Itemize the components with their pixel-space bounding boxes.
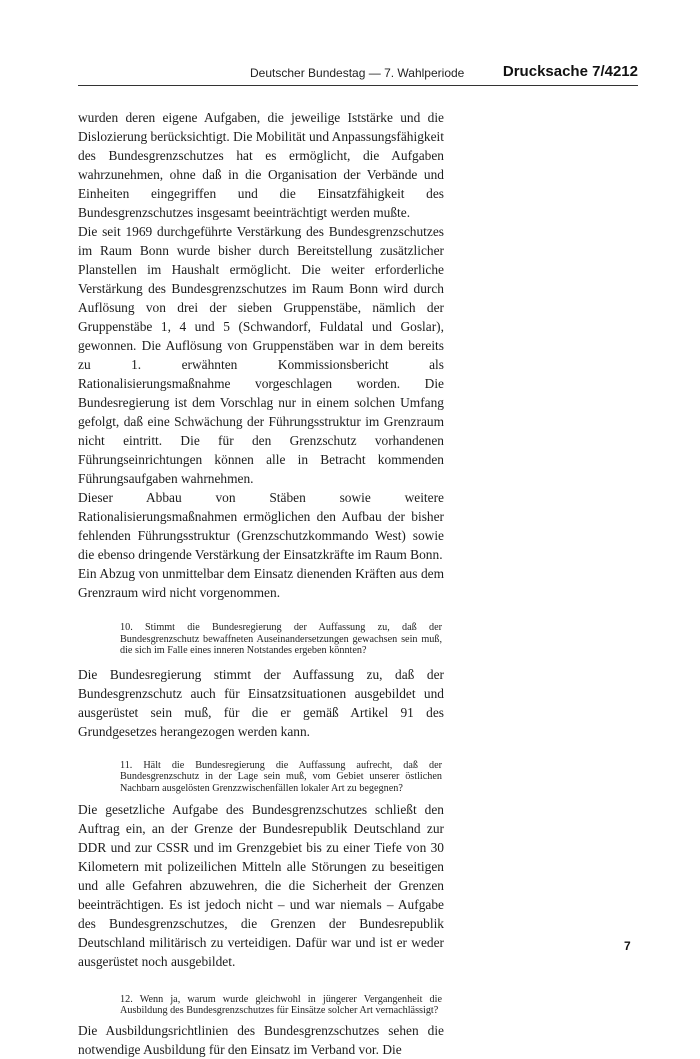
body-text [78,108,444,1059]
answer-11: Die gesetzliche Aufgabe des Bundesgrenzschutzes schließt den Auftrag ein, an der Grenze der Bundesrepublik Deutschland zur DDR und zur CSSR und im Grenzgebiet bis zu einer Tiefe von 30 Kilometern mit polizeilichen Mitteln alle Störungen zu beseitigen und alle Gefahren abzuwehren, die die Sicherheit der Grenzen beeinträchtigen. Es ist jedoch nicht – und war niemals – Aufgabe des Bundesgrenzschutzes, die Grenzen der Bundesrepublik Deutschland militärisch zu verteidigen. Dafür war und ist er weder ausgerüstet noch ausgebildet. [78,801,444,969]
paragraph-1: wurden deren eigene Aufgaben, die jeweilige Iststärke und die Dislozierung berücksichtigt. Die Mobilität und Anpassungsfähigkeit des Bundesgrenzschutzes hat es ermöglicht, die Aufgaben wahrzunehmen, ohne daß in die Organisation der Verbände und Einheiten eingegriffen und die Einsatzfähigkeit des Bundesgrenzschutzes insgesamt beeinträchtigt werden mußte. [78,110,444,220]
question-11: 11. Hält die Bundesregierung die Auffassung aufrecht, daß der Bundesgrenzschutz in der Lage sein muß, vom Gebiet unserer östlichen Nachbarn ausgelösten Grenzzwischenfällen lokaler Art zu begegnen? [120,759,442,794]
paragraph-3: Dieser Abbau von Stäben sowie weitere Rationalisierungsmaßnahmen ermöglichen den Aufbau der bisher fehlenden Führungsstruktur (Grenzschutzkommando West) sowie die ebenso dringende Verstärkung der Einsatzkräfte im Raum Bonn. [78,490,444,562]
answer-12: Die Ausbildungsrichtlinien des Bundesgrenzschutzes sehen die notwendige Ausbildung für den Einsatz im Verband vor. Die [78,1022,444,1057]
header-drucksache: Drucksache 7/4212 [502,63,638,80]
page-header [78,64,638,84]
paragraph-4: Ein Abzug von unmittelbar dem Einsatz dienenden Kräften aus dem Grenzraum wird nicht vorgenommen. [78,566,444,600]
page-number: 7 [624,939,631,953]
question-10: 10. Stimmt die Bundesregierung der Auffassung zu, daß der Bundesgrenzschutz bewaffneten Auseinandersetzungen gewachsen sein muß, die sich im Falle eines inneren Notstandes ergeben könnten? [120,622,442,657]
question-12: 12. Wenn ja, warum wurde gleichwohl in jüngerer Vergangenheit die Ausbildung des Bundesgrenzschutzes für Einsätze solcher Art vernachlässigt? [120,993,442,1017]
answer-10: Die Bundesregierung stimmt der Auffassung zu, daß der Bundesgrenzschutz auch für Einsatzsituationen ausgebildet und ausgerüstet sein muß, für die er gemäß Artikel 91 des Grundgesetzes herangezogen werden kann. [78,666,444,739]
header-periode: Deutscher Bundestag — 7. Wahlperiode [250,66,465,80]
paragraph-2: Die seit 1969 durchgeführte Verstärkung des Bundesgrenzschutzes im Raum Bonn wurde bisher durch Bereitstellung zusätzlicher Planstellen im Haushalt ermöglicht. Die weiter erforderliche Verstärkung des Bundesgrenzschutzes im Raum Bonn wird durch Auflösung von drei der sieben Gruppenstäbe, nämlich der Gruppenstäbe 1, 4 und 5 (Schwandorf, Fuldatal und Goslar), gewonnen. Die Auflösung von Gruppenstäben war in dem bereits zu 1. erwähnten Kommissionsbericht als Rationalisierungsmaßnahme vorgeschlagen worden. Die Bundesregierung ist dem Vorschlag nur in einem solchen Umfang gefolgt, daß eine Schwächung der Führungsstruktur im Grenzraum nicht eintritt. Die für den Grenzschutz vorhandenen Führungseinrichtungen können alle in Betracht kommenden Führungsaufgaben wahrnehmen. [78,224,444,486]
header-rule [78,85,638,86]
